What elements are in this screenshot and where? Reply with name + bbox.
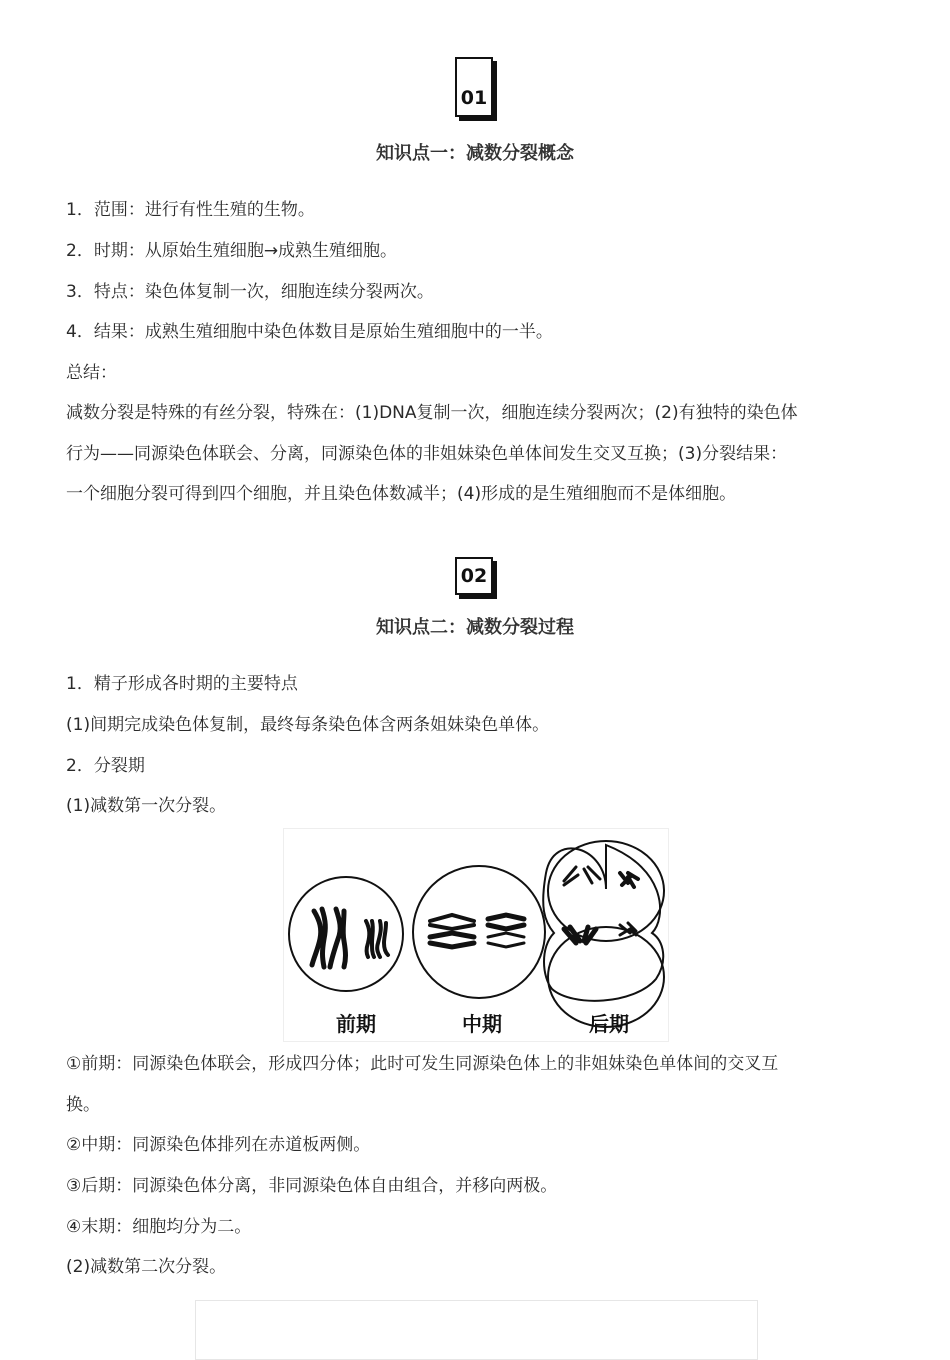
section-number: 02 [460,565,488,587]
text-line: ④末期：细胞均分为二。 [66,1217,252,1237]
section-title: 知识点二：减数分裂过程 [376,617,574,638]
text-line: ③后期：同源染色体分离，非同源染色体自由组合，并移向两极。 [66,1176,558,1196]
text-line: (2)减数第二次分裂。 [66,1257,227,1277]
text-line: 3．特点：染色体复制一次，细胞连续分裂两次。 [66,282,434,302]
meiosis-two-figure [195,1300,758,1360]
text-line: ①前期：同源染色体联会，形成四分体；此时可发生同源染色体上的非姐妹染色单体间的交叉互 [66,1054,779,1074]
text-line: 行为——同源染色体联会、分离，同源染色体的非姐妹染色单体间发生交叉互换；(3)分裂结果： [66,444,788,464]
text-line: 1．精子形成各时期的主要特点 [66,674,298,694]
text-line: (1)减数第一次分裂。 [66,796,227,816]
fig-label-anaphase: 后期 [589,1012,629,1036]
fig-label-prophase: 前期 [336,1012,376,1036]
text-line: 2．分裂期 [66,756,145,776]
meiosis-one-figure [283,828,669,1042]
prophase-cell [289,877,403,991]
section-title: 知识点一：减数分裂概念 [376,143,574,164]
text-line: 总结： [66,363,117,383]
text-line: 2．时期：从原始生殖细胞→成熟生殖细胞。 [66,241,398,261]
metaphase-cell [413,866,545,998]
section-number: 01 [460,87,488,109]
text-line: (1)间期完成染色体复制，最终每条染色体含两条姐妹染色单体。 [66,715,550,735]
text-line: 减数分裂是特殊的有丝分裂，特殊在：(1)DNA复制一次，细胞连续分裂两次；(2)有独特的染色体 [66,403,798,423]
section-number-badge [455,57,493,117]
fig-label-metaphase: 中期 [462,1012,502,1036]
text-line: ②中期：同源染色体排列在赤道板两侧。 [66,1135,371,1155]
text-line: 换。 [66,1095,100,1115]
text-line: 1．范围：进行有性生殖的生物。 [66,200,315,220]
text-line: 一个细胞分裂可得到四个细胞，并且染色体数减半；(4)形成的是生殖细胞而不是体细胞。 [66,484,737,504]
anaphase-cell [543,841,664,1027]
text-line: 4．结果：成熟生殖细胞中染色体数目是原始生殖细胞中的一半。 [66,322,553,342]
section-number-badge [455,557,493,595]
